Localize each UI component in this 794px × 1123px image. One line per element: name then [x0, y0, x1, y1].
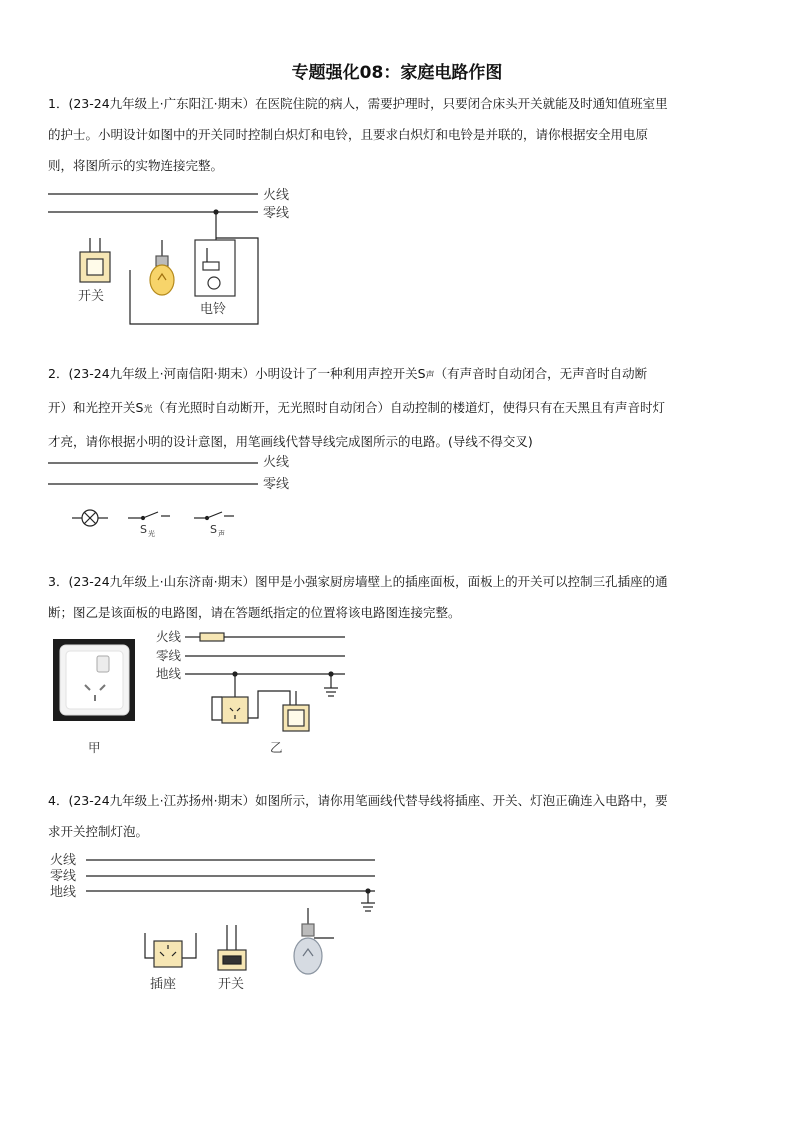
q4-socket — [154, 941, 182, 967]
q4-line-2: 求开关控制灯泡。 — [48, 824, 149, 839]
question-4 — [48, 785, 748, 847]
page-title: 专题强化08：家庭电路作图 — [291, 63, 503, 83]
q2-neutral-label: 零线 — [263, 477, 290, 492]
q4-bulb — [294, 938, 322, 974]
q3-socket — [222, 697, 248, 723]
q3-line-2: 断；图乙是该面板的电路图，请在答题纸指定的位置将该电路图连接完整。 — [48, 605, 461, 620]
q1-neutral-label: 零线 — [263, 206, 290, 221]
q4-switch-label: 开关 — [218, 977, 245, 992]
q2-switch-sound — [207, 512, 222, 518]
q3-fig-a-label: 甲 — [88, 740, 101, 755]
q3-live-label: 火线 — [156, 629, 182, 644]
q4-live-label: 火线 — [50, 853, 77, 868]
q4-neutral-label: 零线 — [50, 869, 77, 884]
question-2 — [48, 358, 748, 457]
q2-s-sound-sub: 声 — [218, 530, 225, 538]
q4-earth-label: 地线 — [50, 885, 77, 900]
q1-bulb — [150, 265, 174, 295]
q1-line-1: 1．(23-24九年级上·广东阳江·期末）在医院住院的病人，需要护理时，只要闭合床头开关就能及时通知值班室里 — [48, 96, 668, 111]
question-3 — [48, 566, 748, 628]
q2-s-light-label: S — [140, 523, 147, 536]
q2-s-light-sub: 光 — [148, 530, 155, 538]
q2-switch-light — [143, 512, 158, 518]
q3-neutral-label: 零线 — [156, 648, 182, 663]
q3-earth-label: 地线 — [156, 666, 182, 681]
q2-line-2: 开）和光控开关S光（有光照时自动断开，无光照时自动闭合）自动控制的楼道灯，使得只有在天黑且有声音时灯 — [48, 400, 665, 415]
q2-s-sound-label: S — [210, 523, 217, 536]
q1-bell-label: 电铃 — [200, 302, 227, 317]
q3-line-1: 3．(23-24九年级上·山东济南·期末）图甲是小强家厨房墙壁上的插座面板，面板上的开关可以控制三孔插座的通 — [48, 574, 668, 589]
q3-fuse — [200, 633, 224, 641]
q2-live-label: 火线 — [263, 455, 290, 470]
q3-fig-b-label: 乙 — [270, 740, 283, 755]
q4-line-1: 4．(23-24九年级上·江苏扬州·期末）如图所示，请你用笔画线代替导线将插座、开关、灯泡正确连入电路中，要 — [48, 793, 668, 808]
q3-photo-panel — [53, 639, 135, 721]
q2-line-3: 才亮，请你根据小明的设计意图，用笔画线代替导线完成图所示的电路。(导线不得交叉) — [48, 434, 533, 449]
q1-live-label: 火线 — [263, 188, 290, 203]
q2-line-1: 2．(23-24九年级上·河南信阳·期末）小明设计了一种利用声控开关S声（有声音时自动闭合，无声音时自动断 — [48, 366, 648, 381]
q3-circuit — [185, 633, 345, 731]
q1-line-3: 则，将图所示的实物连接完整。 — [48, 158, 224, 173]
q2-circuit — [48, 463, 258, 526]
q1-circuit — [48, 194, 258, 324]
q4-bulb-base — [302, 924, 314, 936]
q1-line-2: 的护士。小明设计如图中的开关同时控制白炽灯和电铃，且要求白炽灯和电铃是并联的，请你根据安全用电原 — [48, 127, 649, 142]
q4-socket-label: 插座 — [150, 977, 177, 992]
q1-switch-label: 开关 — [78, 289, 105, 304]
q4-circuit — [86, 860, 375, 974]
